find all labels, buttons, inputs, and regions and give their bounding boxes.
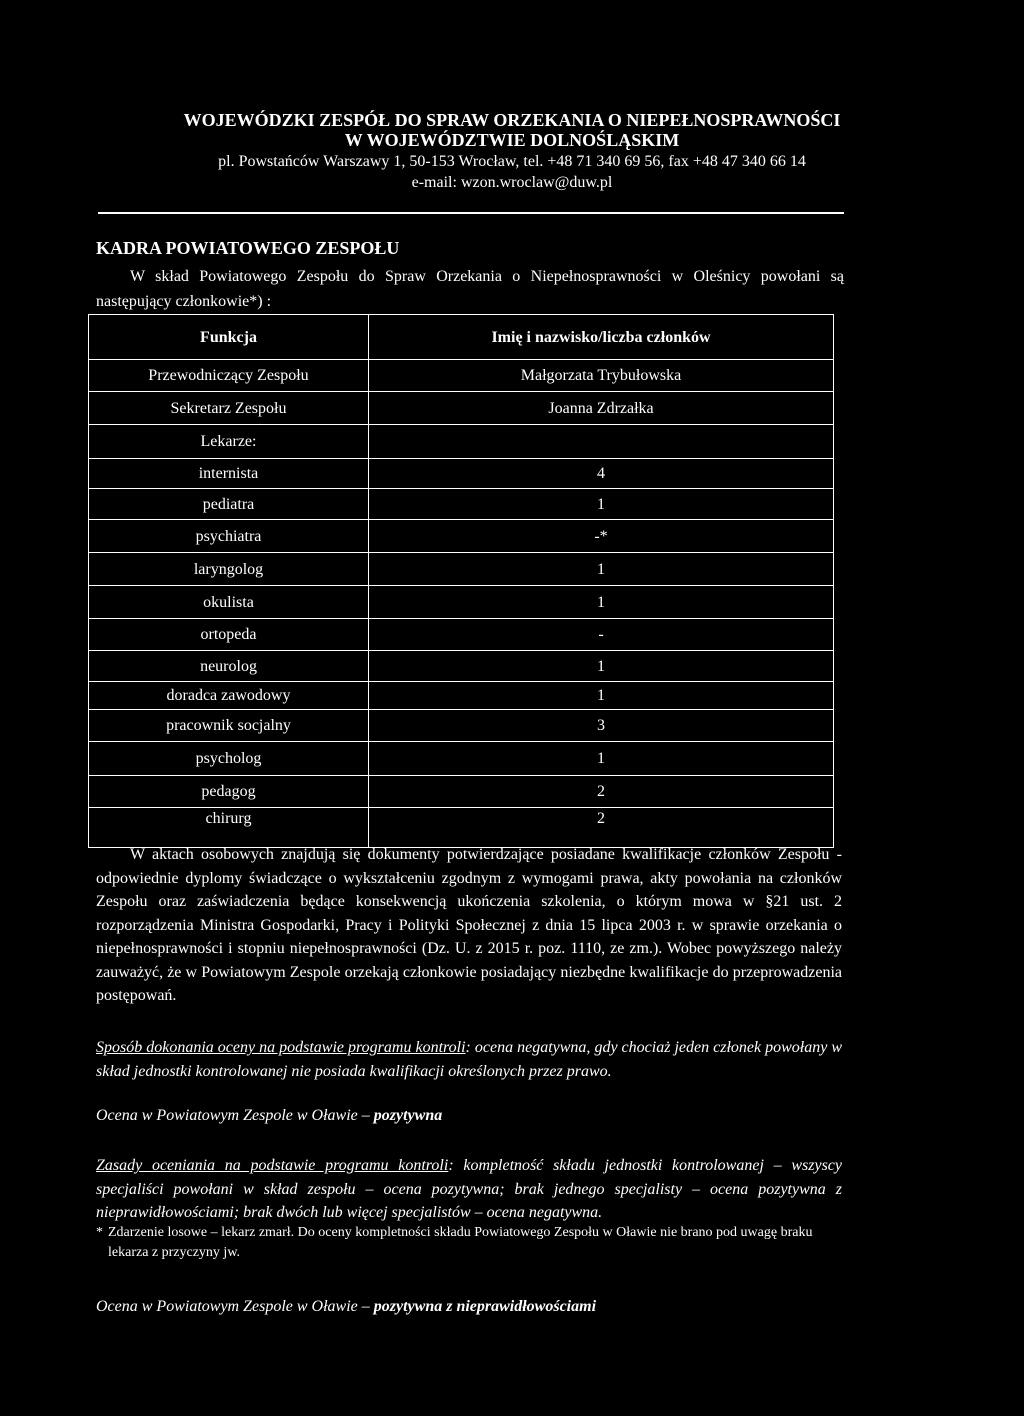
assessment-method [96, 1036, 842, 1083]
result-1-value: pozytywna [373, 1107, 443, 1124]
cell-function: chirurg [205, 809, 252, 827]
result-2-prefix: Ocena w Powiatowym Zespole w Oławie – [96, 1298, 374, 1315]
cell-member: 2 [597, 809, 605, 827]
cell-member: 1 [597, 750, 605, 767]
cell-function: psycholog [195, 750, 262, 767]
office-address: pl. Powstańców Warszawy 1, 50-153 Wrocław, tel. +48 71 340 69 56, fax +48 47 340 66 14 [218, 153, 806, 170]
cell-member: -* [594, 527, 608, 545]
table-row [89, 489, 833, 520]
office-name-line1: WOJEWÓDZKI ZESPÓŁ DO SPRAW ORZEKANIA O NIEPEŁNOSPRAWNOŚCI [183, 110, 841, 130]
cell-function: Przewodniczący Zespołu [148, 367, 309, 384]
cell-member: 1 [597, 495, 605, 513]
grading-rules-label: Zasady oceniania na podstawie programu kontroli [96, 1157, 449, 1174]
cell-function: Lekarze: [200, 433, 257, 450]
cell-function: doradca zawodowy [166, 687, 291, 704]
table-row [89, 425, 833, 459]
table-row [89, 710, 833, 742]
table-row [89, 651, 833, 682]
cell-member: Joanna Zdrzałka [548, 399, 654, 417]
table-row [89, 586, 833, 619]
cell-member [369, 425, 833, 459]
cell-function: pedagog [201, 783, 256, 800]
table-row [89, 808, 833, 829]
table-row [89, 392, 833, 425]
cell-function: pediatra [202, 495, 255, 513]
cell-member: 1 [597, 593, 605, 611]
cell-member: 1 [597, 560, 605, 578]
cell-function: ortopeda [200, 626, 257, 643]
table-header-row [89, 315, 833, 360]
table-row [89, 682, 833, 710]
staff-table [88, 314, 834, 848]
qualifications-paragraph: W aktach osobowych znajdują się dokumenty potwierdzające posiadane kwalifikacje członków Zespołu - odpowiednie dyplomy świadczące o wykształceniu zgodnym z wymogami prawa, akty powołania na członków Zespołu oraz zaświadczenia będące konsekwencją ukończenia szkolenia, o którym mowa w §21 ust. 2 rozporządzenia Ministra Gospodarki, Pracy i Polityki Społecznej z dnia 15 lipca 2003 r. w sprawie orzekania o niepełnosprawności i stopniu niepełnosprawności (Dz. U. z 2015 r. poz. 1110, ze zm.). Wobec powyższego należy zauważyć, że w Powiatowym Zespole orzekają członkowie posiadający niezbędne kwalifikacje do przeprowadzenia postępowań. [96, 846, 842, 1004]
cell-function: internista [198, 465, 259, 482]
result-2-value: pozytywna z nieprawidłowościami [373, 1298, 597, 1315]
cell-member: 3 [597, 717, 605, 734]
cell-member: 1 [597, 687, 605, 704]
cell-member: - [598, 626, 604, 643]
table-row [89, 619, 833, 651]
cell-function: okulista [203, 593, 254, 611]
cell-member: 4 [597, 465, 605, 482]
cell-member: Małgorzata Trybułowska [520, 367, 682, 384]
table-row [89, 553, 833, 586]
result-2 [96, 1295, 842, 1319]
office-name-line2: W WOJEWÓDZTWIE DOLNOŚLĄSKIM [344, 130, 680, 150]
table-row [89, 776, 833, 808]
header-function: Funkcja [200, 328, 257, 346]
table-row [89, 520, 833, 553]
grading-rules [96, 1154, 842, 1225]
cell-function: neurolog [200, 657, 257, 675]
cell-function: psychiatra [195, 527, 262, 545]
header-divider [98, 212, 844, 214]
result-1 [96, 1104, 842, 1128]
table-row [89, 360, 833, 392]
grading-rules-text: : kompletność składu jednostki kontrolowanej – wszyscy specjaliści powołani w skład zespołu – ocena pozytywna; brak jednego specjalisty – ocena pozytywna z nieprawidłowościami; brak dwóch lub więcej specjalistów – ocena negatywna. [96, 1157, 842, 1221]
cell-member: 2 [597, 783, 605, 800]
table-row [89, 459, 833, 489]
result-1-prefix: Ocena w Powiatowym Zespole w Oławie – [96, 1107, 374, 1124]
footnote-text: Zdarzenie losowe – lekarz zmarł. Do oceny kompletności składu Powiatowego Zespołu w Oławie nie brano pod uwagę braku lekarza z przyczyny jw. [108, 1225, 813, 1260]
footnote [96, 1223, 842, 1263]
table-row [89, 742, 833, 776]
header-member: Imię i nazwisko/liczba członków [491, 328, 711, 346]
cell-function: pracownik socjalny [166, 717, 291, 734]
footnote-star: * [96, 1225, 103, 1240]
assessment-method-label: Sposób dokonania oceny na podstawie programu kontroli [96, 1039, 466, 1056]
cell-function: laryngolog [193, 560, 264, 578]
assessment-method-text: : ocena negatywna, gdy chociaż jeden członek powołany w skład jednostki kontrolowanej nie posiada kwalifikacji określonych przez prawo. [96, 1039, 843, 1080]
office-email: e-mail: wzon.wroclaw@duw.pl [411, 174, 613, 191]
cell-member: 1 [597, 657, 605, 675]
section-intro: W skład Powiatowego Zespołu do Spraw Orzekania o Niepełnosprawności w Oleśnicy powołani są następujący członkowie*) : [96, 268, 844, 310]
section-title: KADRA POWIATOWEGO ZESPOŁU [96, 238, 400, 258]
cell-function: Sekretarz Zespołu [170, 399, 287, 417]
